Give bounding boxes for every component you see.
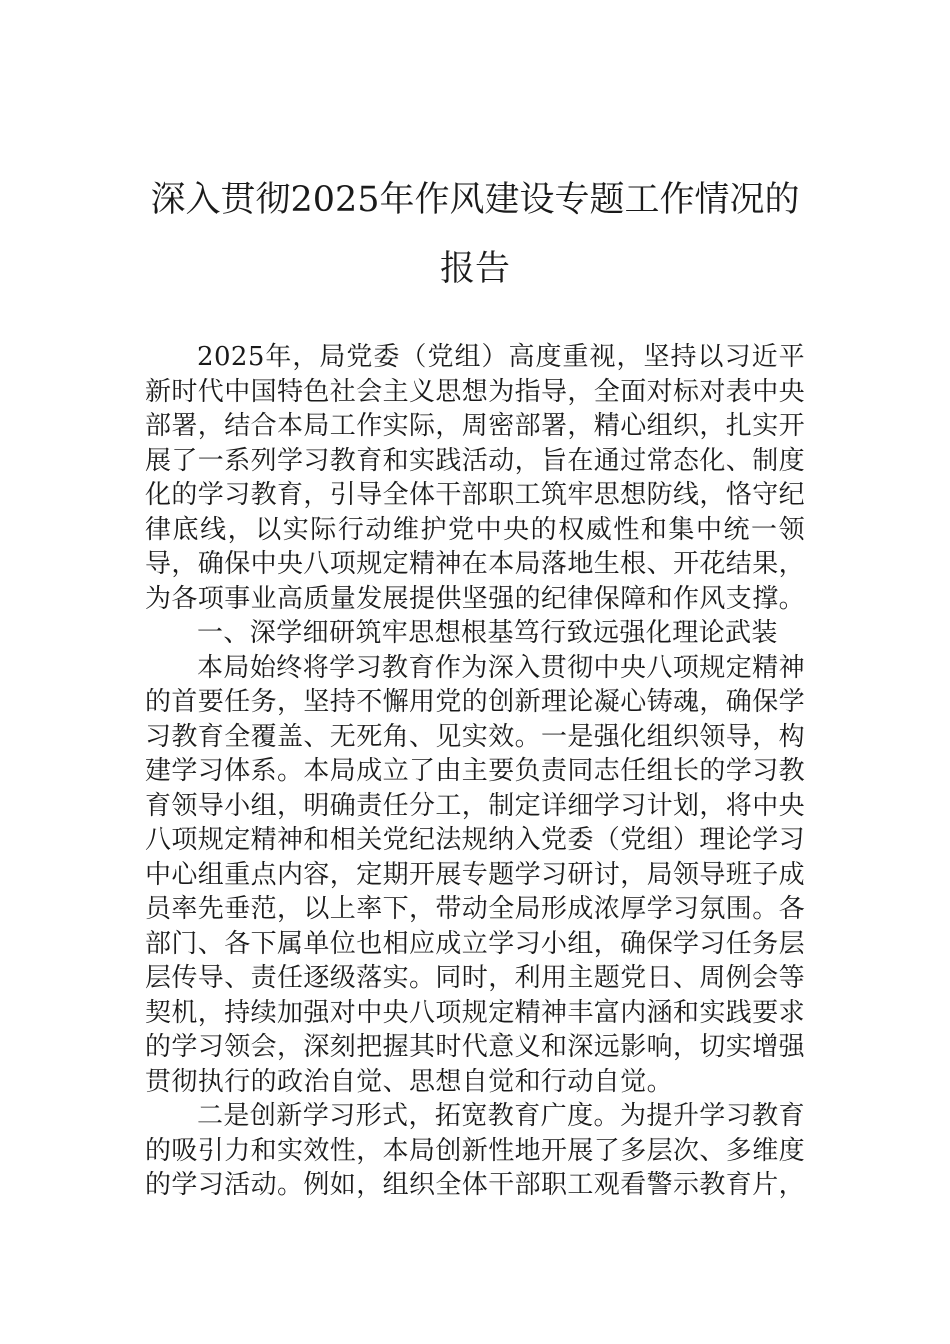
document-body xyxy=(145,340,805,1203)
body-paragraph: 本局始终将学习教育作为深入贯彻中央八项规定精神的首要任务，坚持不懈用党的创新理论凝心铸魂，确保学习教育全覆盖、无死角、见实效。一是强化组织领导，构建学习体系。本局成立了由主要负责同志任组长的学习教育领导小组，明确责任分工，制定详细学习计划，将中央八项规定精神和相关党纪法规纳入党委（党组）理论学习中心组重点内容，定期开展专题学习研讨，局领导班子成员率先垂范，以上率下，带动全局形成浓厚学习氛围。各部门、各下属单位也相应成立学习小组，确保学习任务层层传导、责任逐级落实。同时，利用主题党日、周例会等契机，持续加强对中央八项规定精神丰富内涵和实践要求的学习领会，深刻把握其时代意义和深远影响，切实增强贯彻执行的政治自觉、思想自觉和行动自觉。 xyxy=(145,652,806,1097)
section-heading: 一、深学细研筑牢思想根基笃行致远强化理论武装 xyxy=(197,618,778,648)
intro-paragraph: 2025年，局党委（党组）高度重视，坚持以习近平新时代中国特色社会主义思想为指导，全面对标对表中央部署，结合本局工作实际，周密部署，精心组织，扎实开展了一系列学习教育和实践活动，旨在通过常态化、制度化的学习教育，引导全体干部职工筑牢思想防线，恪守纪律底线，以实际行动维护党中央的权威性和集中统一领导，确保中央八项规定精神在本局落地生根、开花结果，为各项事业高质量发展提供坚强的纪律保障和作风支撑。 xyxy=(145,342,806,614)
body-paragraph: 二是创新学习形式，拓宽教育广度。为提升学习教育的吸引力和实效性，本局创新性地开展了多层次、多维度的学习活动。例如，组织全体干部职工观看警示教育片， xyxy=(145,1101,806,1200)
document-title-line1: 深入贯彻2025年作风建设专题工作情况的 xyxy=(150,180,800,220)
document-title-line2: 报告 xyxy=(439,249,510,289)
